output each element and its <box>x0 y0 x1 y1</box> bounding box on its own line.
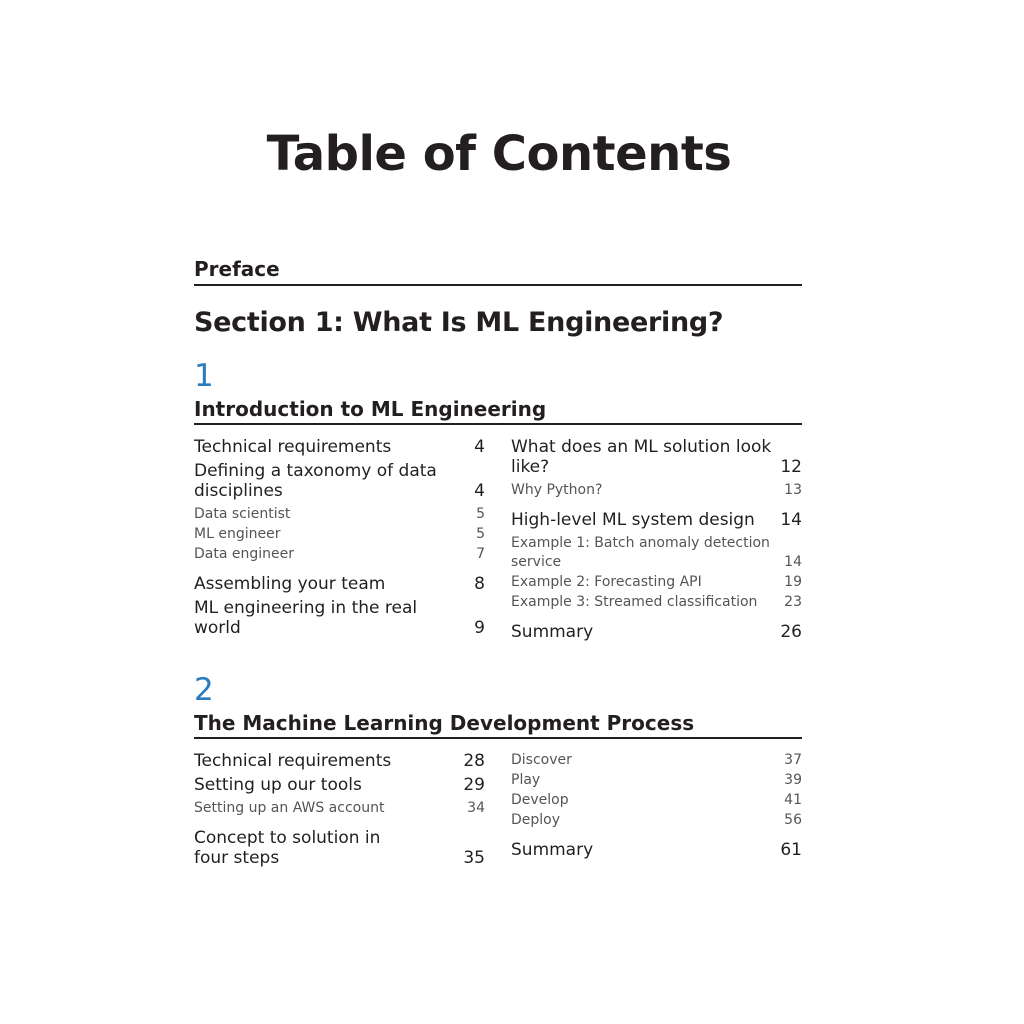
entry-page: 28 <box>463 751 485 771</box>
toc-entry[interactable] <box>194 437 485 457</box>
chapter-number: 2 <box>194 672 214 708</box>
entry-page: 41 <box>784 792 802 808</box>
entry-label: Play <box>511 772 541 788</box>
entry-page: 7 <box>476 546 485 562</box>
entry-label: Why Python? <box>511 482 603 498</box>
entry-page: 5 <box>476 526 485 542</box>
entry-label: Summary <box>511 840 594 860</box>
entry-page: 56 <box>784 812 802 828</box>
left-column <box>194 437 485 646</box>
toc-entry[interactable] <box>194 574 485 594</box>
right-column <box>511 751 802 872</box>
toc-subentry[interactable] <box>511 593 802 612</box>
chapter-title[interactable]: Introduction to ML Engineering <box>194 396 802 425</box>
entry-page: 14 <box>780 510 802 530</box>
toc-entry[interactable] <box>194 775 485 795</box>
toc-subentry[interactable] <box>511 481 802 500</box>
entry-label: Develop <box>511 792 569 808</box>
toc-subentry[interactable] <box>194 545 485 564</box>
toc-subentry[interactable] <box>511 791 802 810</box>
entry-page: 29 <box>463 775 485 795</box>
toc-entry[interactable] <box>511 622 802 642</box>
toc-entry[interactable] <box>511 510 802 530</box>
chapter-title[interactable]: The Machine Learning Development Process <box>194 710 802 739</box>
entry-page: 9 <box>474 618 485 638</box>
toc-subentry[interactable] <box>511 771 802 790</box>
toc-subentry[interactable] <box>511 573 802 592</box>
entry-label: Example 3: Streamed classification <box>511 594 758 610</box>
chapter-number: 1 <box>194 358 214 394</box>
entry-label: Example 1: Batch anomaly detection service <box>511 535 770 570</box>
section-heading: Section 1: What Is ML Engineering? <box>194 307 724 338</box>
chapter-2 <box>194 672 802 872</box>
entry-page: 12 <box>780 457 802 477</box>
entry-page: 23 <box>784 594 802 610</box>
entry-label: Summary <box>511 622 594 642</box>
toc-content <box>194 256 802 872</box>
toc-entry-preface[interactable]: Preface <box>194 256 802 286</box>
entry-label: What does an ML solution look like? <box>511 437 772 477</box>
toc-entry[interactable] <box>194 461 485 501</box>
toc-subentry[interactable] <box>511 811 802 830</box>
toc-entry[interactable] <box>511 840 802 860</box>
entry-page: 13 <box>784 482 802 498</box>
toc-subentry[interactable] <box>511 751 802 770</box>
left-column <box>194 751 485 872</box>
entry-label: Assembling your team <box>194 574 386 594</box>
toc-subentry[interactable] <box>511 534 802 572</box>
toc-entry[interactable] <box>194 598 485 638</box>
entry-page: 35 <box>463 848 485 868</box>
entry-page: 26 <box>780 622 802 642</box>
entry-page: 61 <box>780 840 802 860</box>
right-column <box>511 437 802 646</box>
entry-page: 34 <box>467 800 485 816</box>
toc-entry[interactable] <box>511 437 802 477</box>
chapter-1 <box>194 358 802 646</box>
entry-label: Concept to solution in four steps <box>194 828 381 868</box>
entry-page: 8 <box>474 574 485 594</box>
entry-page: 4 <box>474 437 485 457</box>
page-title: Table of Contents <box>266 126 732 182</box>
entry-label: High-level ML system design <box>511 510 755 530</box>
entry-label: ML engineering in the real world <box>194 598 418 638</box>
toc-subentry[interactable] <box>194 799 485 818</box>
entry-label: Data engineer <box>194 546 294 562</box>
entry-page: 4 <box>474 481 485 501</box>
entry-label: Example 2: Forecasting API <box>511 574 702 590</box>
entry-label: Defining a taxonomy of data disciplines <box>194 461 437 501</box>
entry-label: Setting up our tools <box>194 775 362 795</box>
entry-label: Technical requirements <box>194 751 392 771</box>
entry-label: Discover <box>511 752 572 768</box>
entry-label: Data scientist <box>194 506 291 522</box>
chapter-entries <box>194 437 802 646</box>
toc-subentry[interactable] <box>194 525 485 544</box>
entry-page: 39 <box>784 772 802 788</box>
entry-label: Deploy <box>511 812 561 828</box>
toc-entry[interactable] <box>194 751 485 771</box>
toc-subentry[interactable] <box>194 505 485 524</box>
entry-label: ML engineer <box>194 526 281 542</box>
entry-page: 37 <box>784 752 802 768</box>
chapter-entries <box>194 751 802 872</box>
entry-label: Setting up an AWS account <box>194 800 385 816</box>
entry-label: Technical requirements <box>194 437 392 457</box>
entry-page: 5 <box>476 506 485 522</box>
entry-page: 19 <box>784 574 802 590</box>
toc-entry[interactable] <box>194 828 485 868</box>
entry-page: 14 <box>784 554 802 570</box>
